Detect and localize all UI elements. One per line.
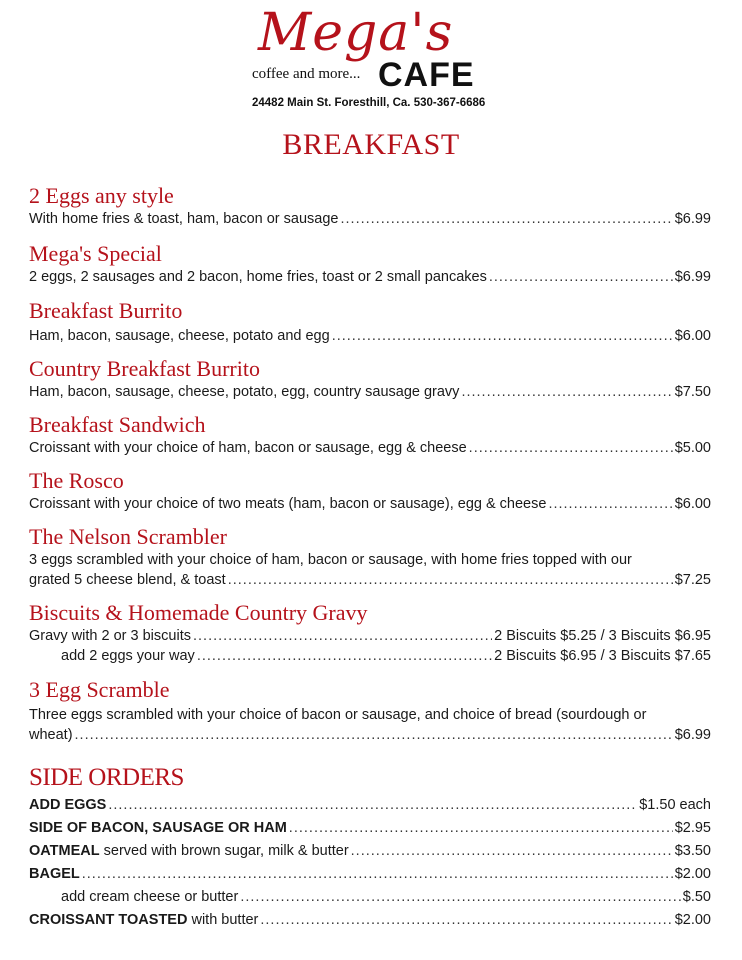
- item-name: 3 Egg Scramble: [29, 677, 170, 702]
- side-order-price: $1.50 each: [639, 797, 711, 813]
- item-name: Mega's Special: [29, 241, 162, 266]
- side-order-extra: add cream cheese or butter: [61, 889, 239, 905]
- menu-item: [29, 524, 711, 590]
- side-order-price: $.50: [682, 889, 711, 905]
- dot-leader: [228, 570, 673, 590]
- item-price: $6.00: [674, 496, 711, 512]
- side-order-name: CROISSANT TOASTED: [29, 912, 188, 928]
- item-name: 2 Eggs any style: [29, 183, 174, 208]
- item-price: $6.00: [674, 328, 711, 344]
- side-order-line: [29, 794, 711, 817]
- item-name: The Nelson Scrambler: [29, 524, 227, 549]
- item-line: [29, 326, 711, 346]
- item-price: 2 Biscuits $5.25 / 3 Biscuits $6.95: [494, 628, 711, 644]
- item-description: grated 5 cheese blend, & toast: [29, 572, 226, 588]
- item-description: With home fries & toast, ham, bacon or sausage: [29, 211, 339, 227]
- item-line: [29, 494, 711, 514]
- item-description: Ham, bacon, sausage, cheese, potato, egg, country sausage gravy: [29, 384, 460, 400]
- menu-item: [29, 356, 711, 402]
- side-order-price: $2.00: [674, 912, 711, 928]
- item-description: Croissant with your choice of ham, bacon or sausage, egg & cheese: [29, 440, 467, 456]
- side-order-price: $3.50: [674, 843, 711, 859]
- dot-leader: [461, 382, 672, 402]
- item-name: Breakfast Sandwich: [29, 412, 206, 437]
- menu-item: [29, 183, 711, 229]
- side-order-label: [29, 817, 287, 840]
- side-order-label: [29, 909, 258, 932]
- item-line: [29, 626, 711, 646]
- menu-item: [29, 677, 711, 745]
- dot-leader: [260, 909, 672, 932]
- cafe-address: 24482 Main St. Foresthill, Ca. 530-367-6686: [252, 97, 486, 109]
- menu-item: [29, 412, 711, 458]
- dot-leader: [332, 326, 673, 346]
- item-price: $6.99: [674, 211, 711, 227]
- item-name: Breakfast Burrito: [29, 298, 183, 323]
- side-order-label: [29, 840, 349, 863]
- side-orders-list: [29, 794, 711, 932]
- item-price: $6.99: [674, 727, 711, 743]
- dot-leader: [75, 725, 673, 745]
- menu-item: [29, 298, 711, 346]
- side-order-extra: served with brown sugar, milk & butter: [99, 843, 349, 859]
- side-order-name: ADD EGGS: [29, 797, 107, 813]
- item-name: Country Breakfast Burrito: [29, 356, 260, 381]
- item-price: $5.00: [674, 440, 711, 456]
- breakfast-title: BREAKFAST: [282, 128, 460, 161]
- item-description-line1: 3 eggs scrambled with your choice of ham, bacon or sausage, with home fries topped with our: [29, 552, 632, 568]
- dot-leader: [340, 209, 672, 229]
- menu-header: [0, 0, 742, 118]
- item-description: wheat): [29, 727, 73, 743]
- item-line: [29, 438, 711, 458]
- side-order-line: [29, 909, 711, 932]
- item-description: 2 eggs, 2 sausages and 2 bacon, home fries, toast or 2 small pancakes: [29, 269, 487, 285]
- item-line: [29, 382, 711, 402]
- side-order-line: [29, 840, 711, 863]
- side-order-name: SIDE OF BACON, SAUSAGE OR HAM: [29, 820, 287, 836]
- side-order-price: $2.00: [674, 866, 711, 882]
- menu-item: [29, 468, 711, 514]
- logo-cafe-word: CAFE: [378, 56, 475, 94]
- dot-leader: [197, 646, 492, 666]
- dot-leader: [193, 626, 492, 646]
- item-description-line1: Three eggs scrambled with your choice of bacon or sausage, and choice of bread (sourdough or: [29, 707, 647, 723]
- side-order-label: [29, 794, 106, 817]
- side-order-name: OATMEAL: [29, 843, 100, 859]
- dot-leader: [108, 794, 637, 817]
- item-price: $6.99: [674, 269, 711, 285]
- item-line: [29, 209, 711, 229]
- item-price: $7.50: [674, 384, 711, 400]
- dot-leader: [469, 438, 673, 458]
- item-name: The Rosco: [29, 468, 124, 493]
- side-order-label: [29, 863, 80, 886]
- side-order-extra: with butter: [187, 912, 259, 928]
- item-sub-line: [29, 646, 711, 666]
- menu-item: [29, 241, 711, 287]
- side-order-label: [61, 886, 238, 909]
- dot-leader: [489, 267, 673, 287]
- dot-leader: [240, 886, 680, 909]
- item-name: Biscuits & Homemade Country Gravy: [29, 600, 368, 625]
- side-order-line: [29, 863, 711, 886]
- item-line: [29, 267, 711, 287]
- logo-script-text: Mega's: [258, 3, 454, 63]
- item-description: Croissant with your choice of two meats (ham, bacon or sausage), egg & cheese: [29, 496, 547, 512]
- item-sub-price: 2 Biscuits $6.95 / 3 Biscuits $7.65: [494, 648, 711, 664]
- menu-item: [29, 600, 711, 666]
- dot-leader: [351, 840, 673, 863]
- side-order-line: [29, 817, 711, 840]
- side-order-sub-line: [29, 886, 711, 909]
- side-order-name: BAGEL: [29, 866, 80, 882]
- item-price: $7.25: [674, 572, 711, 588]
- dot-leader: [82, 863, 673, 886]
- logo-tagline: coffee and more...: [252, 66, 361, 82]
- item-description: Gravy with 2 or 3 biscuits: [29, 628, 191, 644]
- dot-leader: [548, 494, 672, 514]
- dot-leader: [289, 817, 673, 840]
- item-description: Ham, bacon, sausage, cheese, potato and egg: [29, 328, 330, 344]
- side-orders-title: SIDE ORDERS: [29, 764, 184, 791]
- item-line: [29, 725, 711, 745]
- item-sub-description: add 2 eggs your way: [61, 648, 195, 664]
- side-order-price: $2.95: [674, 820, 711, 836]
- item-line: [29, 570, 711, 590]
